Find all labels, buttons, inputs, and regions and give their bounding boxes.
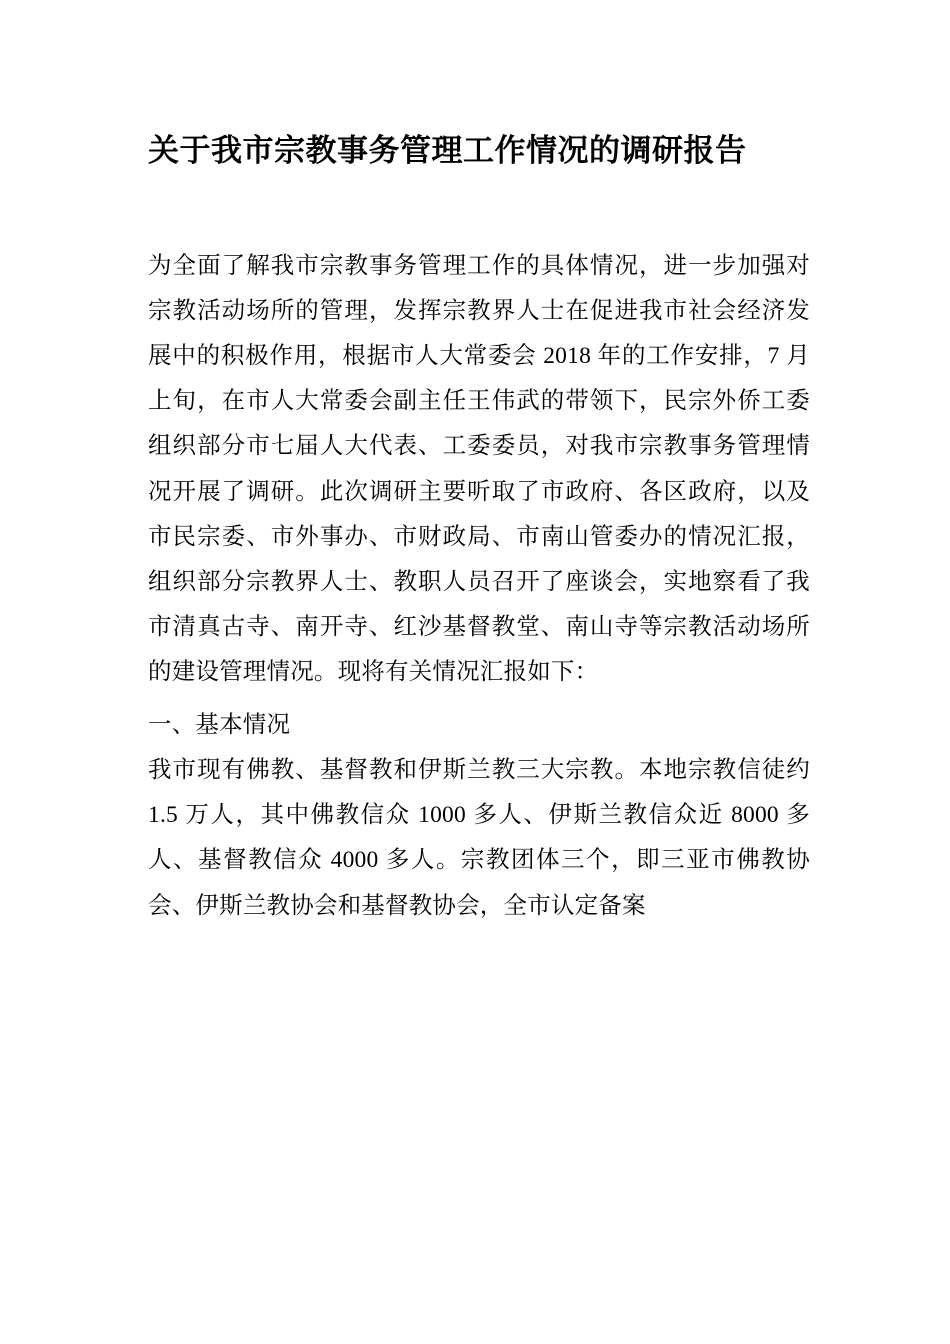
section-heading-basic-situation: 一、基本情况 — [148, 712, 291, 739]
page-title: 关于我市宗教事务管理工作情况的调研报告 — [148, 133, 747, 169]
paragraph-intro: 为全面了解我市宗教事务管理工作的具体情况，进一步加强对宗教活动场所的管理，发挥宗教界人士在促进我市社会经济发展中的积极作用，根据市人大常委会 2018 年的工作安排，7 月上旬，在市人大常委会副主任王伟武的带领下，民宗外侨工委组织部分市七届人大代表、工委委员，对我市宗教事务管理情况开展了调研。此次调研主要听取了市政府、各区政府，以及市民宗委、市外事办、市财政局、市南山管委办的情况汇报，组织部分宗教界人士、教职人员召开了座谈会，实地察看了我市清真古寺、南开寺、红沙基督教堂、南山寺等宗教活动场所的建设管理情况。现将有关情况汇报如下： — [148, 253, 810, 685]
document-body — [148, 244, 810, 929]
paragraph-section-1-body: 我市现有佛教、基督教和伊斯兰教三大宗教。本地宗教信徒约 1.5 万人，其中佛教信众 1000 多人、伊斯兰教信众近 8000 多人、基督教信众 4000 多人。宗教团体三个，即三亚市佛教协会、伊斯兰教协会和基督教协会，全市认定备案 — [148, 757, 810, 919]
